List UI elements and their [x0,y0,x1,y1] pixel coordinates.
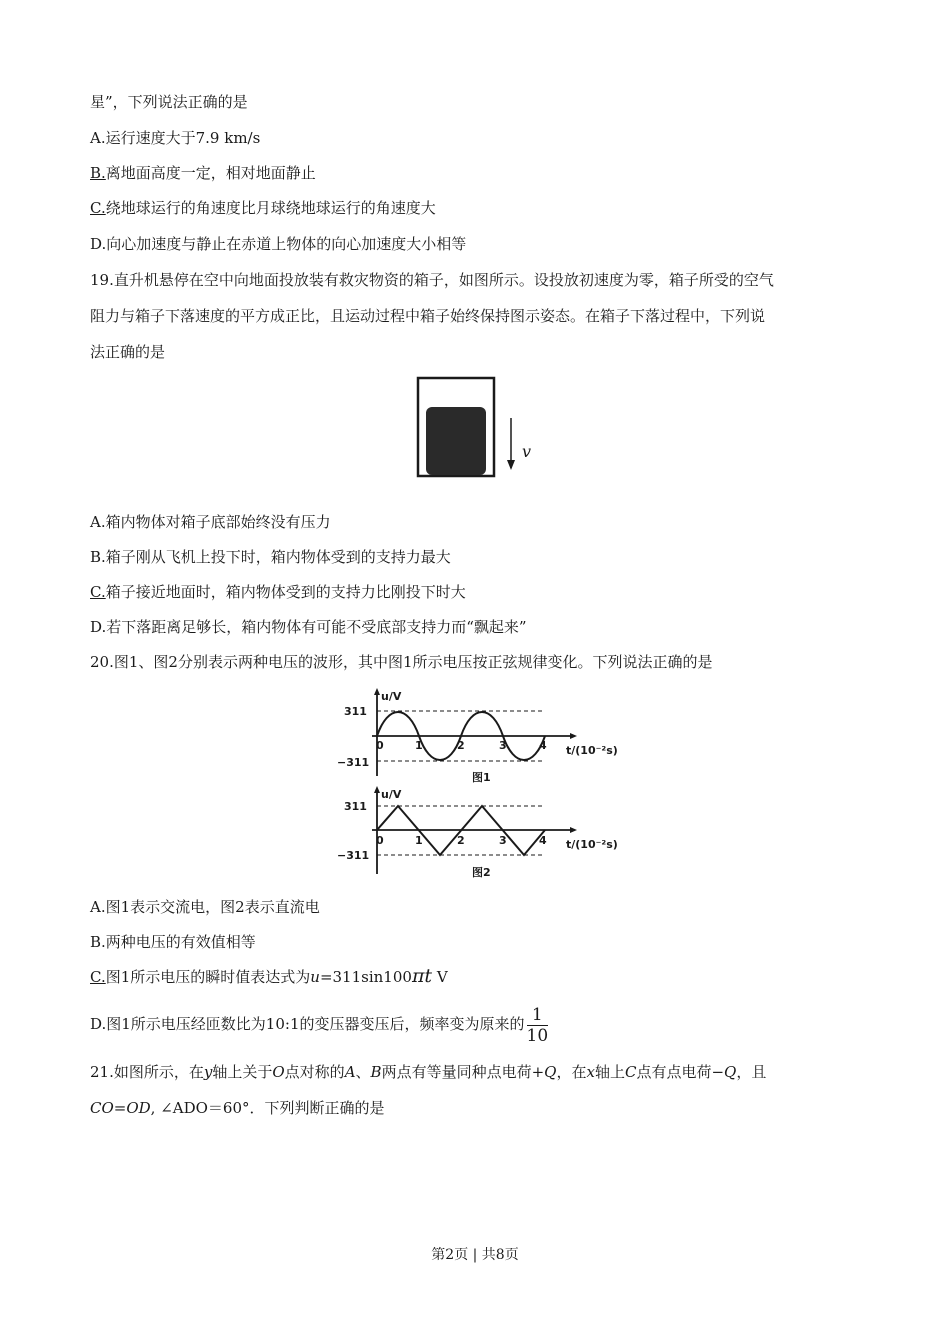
x-tick-0: 0 [376,834,384,847]
q20-option-a [90,897,320,917]
x-axis-label: t/(10⁻²s) [566,744,618,757]
option-letter: D. [90,618,107,636]
velocity-label: v [522,442,532,461]
velocity-arrow-head [507,460,515,470]
option-text: 图1所示电压的瞬时值表达式为 [105,968,311,986]
option-text: 图1所示电压经匝数比为10:1的变压器变压后，频率变为原来的 [106,1015,525,1033]
q21-var-O: O [272,1063,285,1081]
option-text: 箱子接近地面时，箱内物体受到的支持力比刚投下时大 [105,583,466,601]
q20-stem: 20.图1、图2分别表示两种电压的波形，其中图1所示电压按正弦规律变化。下列说法正确的是 [90,653,713,671]
q21-stem-line-1 [90,1062,766,1082]
option-letter: A. [90,513,106,531]
y-axis-arrow [374,688,380,695]
x-tick-4: 4 [539,834,547,847]
fraction-denominator: 10 [526,1025,549,1046]
x-tick-1: 1 [415,834,423,847]
q19-box-figure [412,374,552,484]
option-text: 绕地球运行的角速度比月球绕地球运行的角速度大 [105,199,436,217]
option-letter: B. [90,164,106,182]
q21-text: 轴上 [594,1063,625,1081]
graph-2-triangle [332,784,622,884]
y-axis-arrow [374,786,380,793]
y-axis-label: u/V [381,690,402,703]
x-axis-label: t/(10⁻²s) [566,838,618,851]
q19-option-a [90,512,331,532]
pi-t: πt [411,965,433,987]
y-neg-label: −311 [337,756,370,769]
q21-text: 点有点电荷− [636,1063,725,1081]
x-tick-3: 3 [499,834,507,847]
option-text: 箱子刚从飞机上投下时，箱内物体受到的支持力最大 [105,548,451,566]
q21-co-od: CO=OD [90,1099,151,1117]
x-axis-arrow [570,733,577,739]
q19-option-b [90,547,451,567]
x-tick-0: 0 [376,739,384,752]
q21-text: 两点有等量同种点电荷+ [381,1063,545,1081]
q21-text: ，在 [556,1063,587,1081]
option-text: 箱内物体对箱子底部始终没有压力 [105,513,331,531]
option-letter: C. [90,199,106,217]
q19-option-c [90,582,466,602]
q21-text: 21.如图所示，在 [90,1063,204,1081]
graph-1-sine [332,686,622,786]
q21-var-Q: Q [544,1063,557,1081]
x-tick-4: 4 [539,739,547,752]
q18-option-a [90,128,260,148]
q18-option-b [90,163,316,183]
q19-stem-line-1: 19.直升机悬停在空中向地面投放装有救灾物资的箱子，如图所示。设投放初速度为零，箱子所受的空气 [90,271,774,289]
x-tick-2: 2 [457,739,465,752]
q21-var-A: A [344,1063,356,1081]
option-text: 运行速度大于7.9 km/s [105,129,261,147]
box-contents [426,407,486,475]
q19-option-d [90,617,527,637]
option-text: 若下落距离足够长，箱内物体有可能不受底部支持力而“飘起来” [106,618,527,636]
q21-var-C: C [624,1063,637,1081]
q19-stem-line-2: 阻力与箱子下落速度的平方成正比，且运动过程中箱子始终保持图示姿态。在箱子下落过程中，下列说 [90,307,766,325]
x-axis-arrow [570,827,577,833]
q21-text: 轴上关于 [212,1063,273,1081]
q20-option-c [90,966,448,987]
q21-var-y: y [203,1063,213,1081]
q21-var-x: x [586,1063,595,1081]
q18-option-d [90,234,466,254]
option-letter: C. [90,968,106,986]
q20-option-d [90,1002,548,1046]
graph-1-caption: 图1 [472,771,491,784]
q19-stem-line-3: 法正确的是 [90,343,166,361]
x-tick-3: 3 [499,739,507,752]
voltage-expr: =311sin100 [319,968,412,986]
option-letter: D. [90,1015,107,1033]
y-peak-label: 311 [344,800,367,813]
voltage-var: u [310,968,320,986]
q21-text: 、 [355,1063,371,1081]
q21-var-B: B [370,1063,382,1081]
y-neg-label: −311 [337,849,370,862]
option-letter: B. [90,933,106,951]
option-letter: A. [90,129,106,147]
graph-2-caption: 图2 [472,866,491,879]
fraction-numerator: 1 [527,1005,549,1026]
option-letter: B. [90,548,106,566]
x-tick-2: 2 [457,834,465,847]
q18-stem-end: 星”，下列说法正确的是 [90,93,248,111]
option-text: 两种电压的有效值相等 [105,933,256,951]
q20-option-b [90,932,256,952]
q21-text: , ∠ADO＝60°．下列判断正确的是 [150,1099,385,1117]
option-letter: C. [90,583,106,601]
page-footer: 第2页 | 共8页 [431,1247,519,1263]
option-text: 向心加速度与静止在赤道上物体的向心加速度大小相等 [106,235,467,253]
y-peak-label: 311 [344,705,367,718]
q21-stem-line-2 [90,1098,385,1118]
option-letter: D. [90,235,107,253]
x-tick-1: 1 [415,739,423,752]
fraction-one-tenth [527,1005,549,1046]
q18-option-c [90,198,436,218]
q21-text: ，且 [736,1063,767,1081]
option-text: 图1表示交流电，图2表示直流电 [105,898,320,916]
q21-var-Q: Q [724,1063,737,1081]
option-text: 离地面高度一定，相对地面静止 [105,164,316,182]
voltage-unit: V [432,968,448,986]
q21-text: 点对称的 [284,1063,345,1081]
y-axis-label: u/V [381,788,402,801]
option-letter: A. [90,898,106,916]
